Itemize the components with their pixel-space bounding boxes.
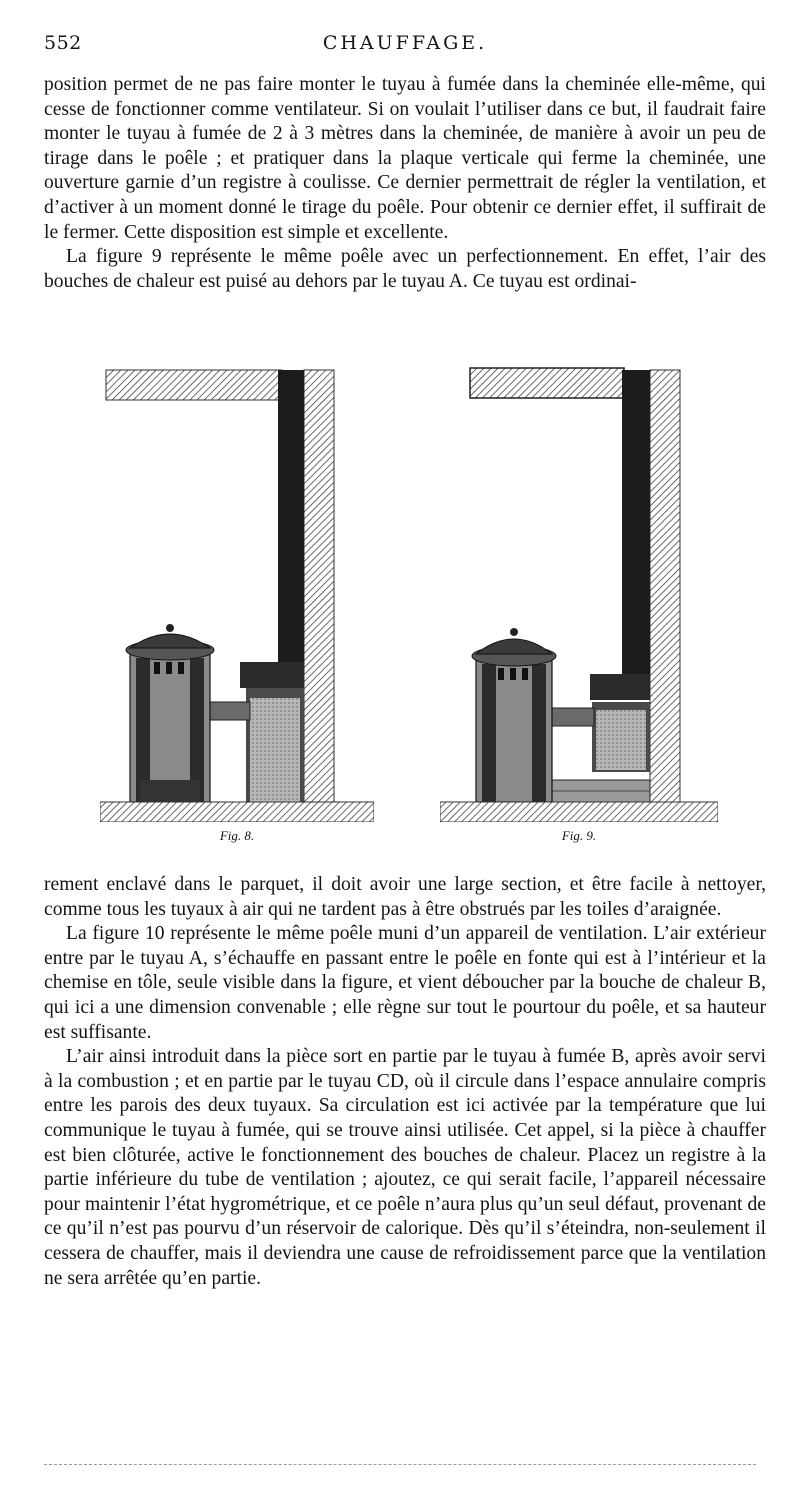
figure-9-illustration	[440, 362, 718, 822]
paragraph: La figure 9 représente le même poêle avec un perfectionnement. En effet, l’air des bouches de chaleur est puisé au dehors par le tuyau A. Ce tuyau est ordinai-	[44, 246, 766, 292]
paragraph: L’air ainsi introduit dans la pièce sort en partie par le tuyau à fumée B, après avoir servi à la combustion ; et en partie par le tuyau CD, où il circule dans l’espace annulaire compris entre les parois des deux tuyaux. Sa circulation est ici activée par la température que lui communique le tuyau à fumée, qui se trouve ainsi utilisée. Cet appel, si la pièce à chauffer est bien clôturée, active le fonctionnement des bouches de chaleur. Placez un registre à la partie inférieure du tube de ventilation ; ajoutez, ce qui serait facile, l’appareil nécessaire pour maintenir l’état hygrométrique, et ce poêle n’aura plus qu’un seul défaut, provenant de ce qu’il n’est pas pourvu d’un réservoir de calorique. Dès qu’il s’éteindra, non-seulement il cessera de chauffer, mais il deviendra une cause de refroidissement parce que la ventilation ne sera arrêtée qu’en partie.	[44, 1046, 766, 1289]
running-title: CHAUFFAGE.	[322, 32, 488, 54]
figure-9	[440, 362, 718, 850]
paragraph: rement enclavé dans le parquet, il doit avoir une large section, et être facile à nettoyer, comme tous les tuyaux à air qui ne tardent pas à être obstrués par les toiles d’araignée.	[44, 874, 766, 920]
paragraph: La figure 10 représente le même poêle muni d’un appareil de ventilation. L’air extérieur entre par le tuyau A, s’échauffe en passant entre le poêle en fonte qui est à l’intérieur et la chemise en tôle, seule visible dans la figure, et vient déboucher par la bouche de chaleur B, qui ici a une dimension convenable ; elle règne sur tout le pourtour du poêle, et sa hauteur est suffisante.	[44, 923, 766, 1043]
figure-8	[100, 362, 374, 850]
page-header	[44, 28, 766, 58]
text-block-bottom	[44, 873, 766, 1291]
footer-rule	[44, 1464, 756, 1465]
paragraph: position permet de ne pas faire monter le tuyau à fumée dans la cheminée elle-même, qui cesse de fonctionner comme ventilateur. Si on voulait l’utiliser dans ce but, il faudrait faire monter le tuyau à fumée de 2 à 3 mètres dans la cheminée, de manière à avoir un peu de tirage dans le poêle ; et pratiquer dans la plaque verticale qui ferme la cheminée, une ouverture garnie d’un registre à coulisse. Ce dernier permettrait de régler la ventilation, et d’activer à un moment donné le tirage du poêle. Pour obtenir ce dernier effet, il suffirait de le fermer. Cette disposition est simple et excellente.	[44, 74, 766, 243]
text-block-top	[44, 73, 766, 294]
figure-8-illustration	[100, 362, 374, 822]
figure-9-caption: Fig. 9.	[561, 828, 597, 843]
figure-8-caption: Fig. 8.	[219, 828, 255, 843]
page-number: 552	[44, 32, 82, 54]
